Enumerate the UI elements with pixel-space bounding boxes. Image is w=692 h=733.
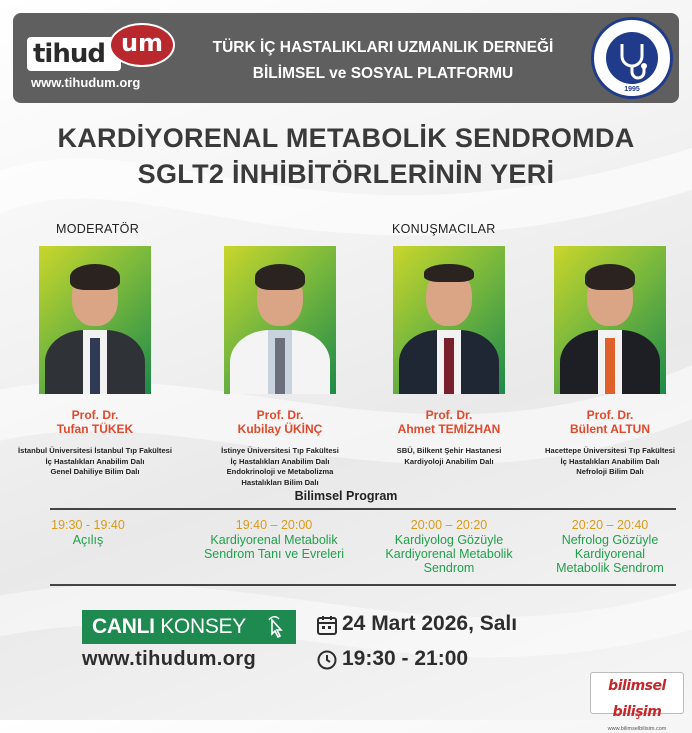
program-slot (526, 518, 692, 575)
divider (50, 584, 676, 586)
program-title: Bilimsel Program (294, 489, 398, 503)
title-line-2: SGLT2 İNHİBİTÖRLERİNİN YERİ (137, 159, 555, 189)
slot-topic: Metabolik Sendrom (556, 561, 664, 575)
person-card-altun (526, 246, 692, 478)
person-title: Prof. Dr. (425, 408, 473, 422)
click-cursor-icon (264, 616, 288, 638)
date-text: 24 Mart 2026, Salı (342, 612, 518, 635)
portrait-photo (39, 246, 151, 394)
slot-topic: Nefrolog Gözüyle (561, 533, 659, 547)
portrait-photo (554, 246, 666, 394)
portrait-photo (393, 246, 505, 394)
website-link[interactable]: www.tihudum.org (82, 648, 257, 670)
logo-url: www.tihudum.org (31, 75, 141, 90)
person-affiliation: İstinye Üniversitesi Tıp Fakültesi İç Hastalıkları Anabilim Dalı Endokrinoloji ve Metabolizma Hastalıkları Bilim Dalı (221, 446, 339, 487)
person-affiliation: SBÜ, Bilkent Şehir Hastanesi Kardiyoloji Anabilim Dalı (396, 446, 502, 466)
bilimsel-bilisim-logo[interactable] (590, 672, 684, 732)
program-slot (190, 518, 358, 561)
portrait-photo (224, 246, 336, 394)
slot-topic: Sendrom Tanı ve Evreleri (203, 547, 345, 561)
person-affiliation: Hacettepe Üniversitesi Tıp Fakültesi İç Hastalıkları Anabilim Dalı Nefroloji Bilim Dalı (545, 446, 675, 476)
header-banner (13, 13, 679, 103)
person-card-tukek (11, 246, 179, 478)
slot-topic: Kardiyorenal Metabolik (210, 533, 338, 547)
slot-time: 19:40 – 20:00 (235, 518, 313, 532)
slot-time: 20:20 – 20:40 (571, 518, 649, 532)
speakers-label: KONUŞMACILAR (392, 222, 496, 236)
person-title: Prof. Dr. (586, 408, 634, 422)
logo-speech-bubble: um (109, 23, 175, 67)
canli-konsey-button[interactable]: CANLI KONSEY (82, 610, 296, 644)
slot-topic: Kardiyorenal Metabolik (385, 547, 513, 561)
tihudum-logo[interactable] (27, 23, 177, 95)
program-slot (4, 518, 172, 547)
person-title: Prof. Dr. (256, 408, 304, 422)
organization-name (203, 35, 563, 87)
person-card-temizhan (365, 246, 533, 467)
divider (50, 508, 676, 510)
slot-topic: Kardiyolog Gözüyle (394, 533, 504, 547)
title-line-1: KARDİYORENAL METABOLİK SENDROMDA (57, 123, 635, 153)
seal-year: 1995 (624, 86, 640, 93)
person-name: Tufan TÜKEK (56, 422, 134, 436)
org-line-2: BİLİMSEL ve SOSYAL PLATFORMU (252, 65, 514, 82)
clock-icon (316, 649, 338, 671)
badge-url: www.bilimselbilisim.com (607, 726, 667, 732)
calendar-icon (316, 614, 338, 636)
slot-topic: Kardiyorenal (574, 547, 646, 561)
badge-brand: bilimsel bilişim (608, 678, 666, 720)
org-line-1: TÜRK İÇ HASTALIKLARI UZMANLIK DERNEĞİ (212, 39, 554, 56)
slot-topic: Açılış (72, 533, 104, 547)
stethoscope-icon (606, 32, 658, 84)
slot-time: 20:00 – 20:20 (410, 518, 488, 532)
time-text: 19:30 - 21:00 (342, 647, 469, 670)
person-card-ukinc (196, 246, 364, 488)
moderator-label: MODERATÖR (56, 222, 140, 236)
person-name: Ahmet TEMİZHAN (397, 422, 501, 436)
logo-wordmark: tihud (27, 37, 121, 71)
association-seal-icon (591, 17, 673, 99)
event-title (0, 120, 692, 192)
slot-time: 19:30 - 19:40 (51, 518, 125, 532)
person-title: Prof. Dr. (71, 408, 119, 422)
person-affiliation: İstanbul Üniversitesi İstanbul Tıp Fakültesi İç Hastalıkları Anabilim Dalı Genel Dahiliye Bilim Dalı (17, 446, 173, 476)
slot-topic: Sendrom (423, 561, 475, 575)
person-name: Kubilay ÜKİNÇ (237, 422, 323, 436)
person-name: Bülent ALTUN (570, 422, 650, 436)
program-slot (365, 518, 533, 575)
